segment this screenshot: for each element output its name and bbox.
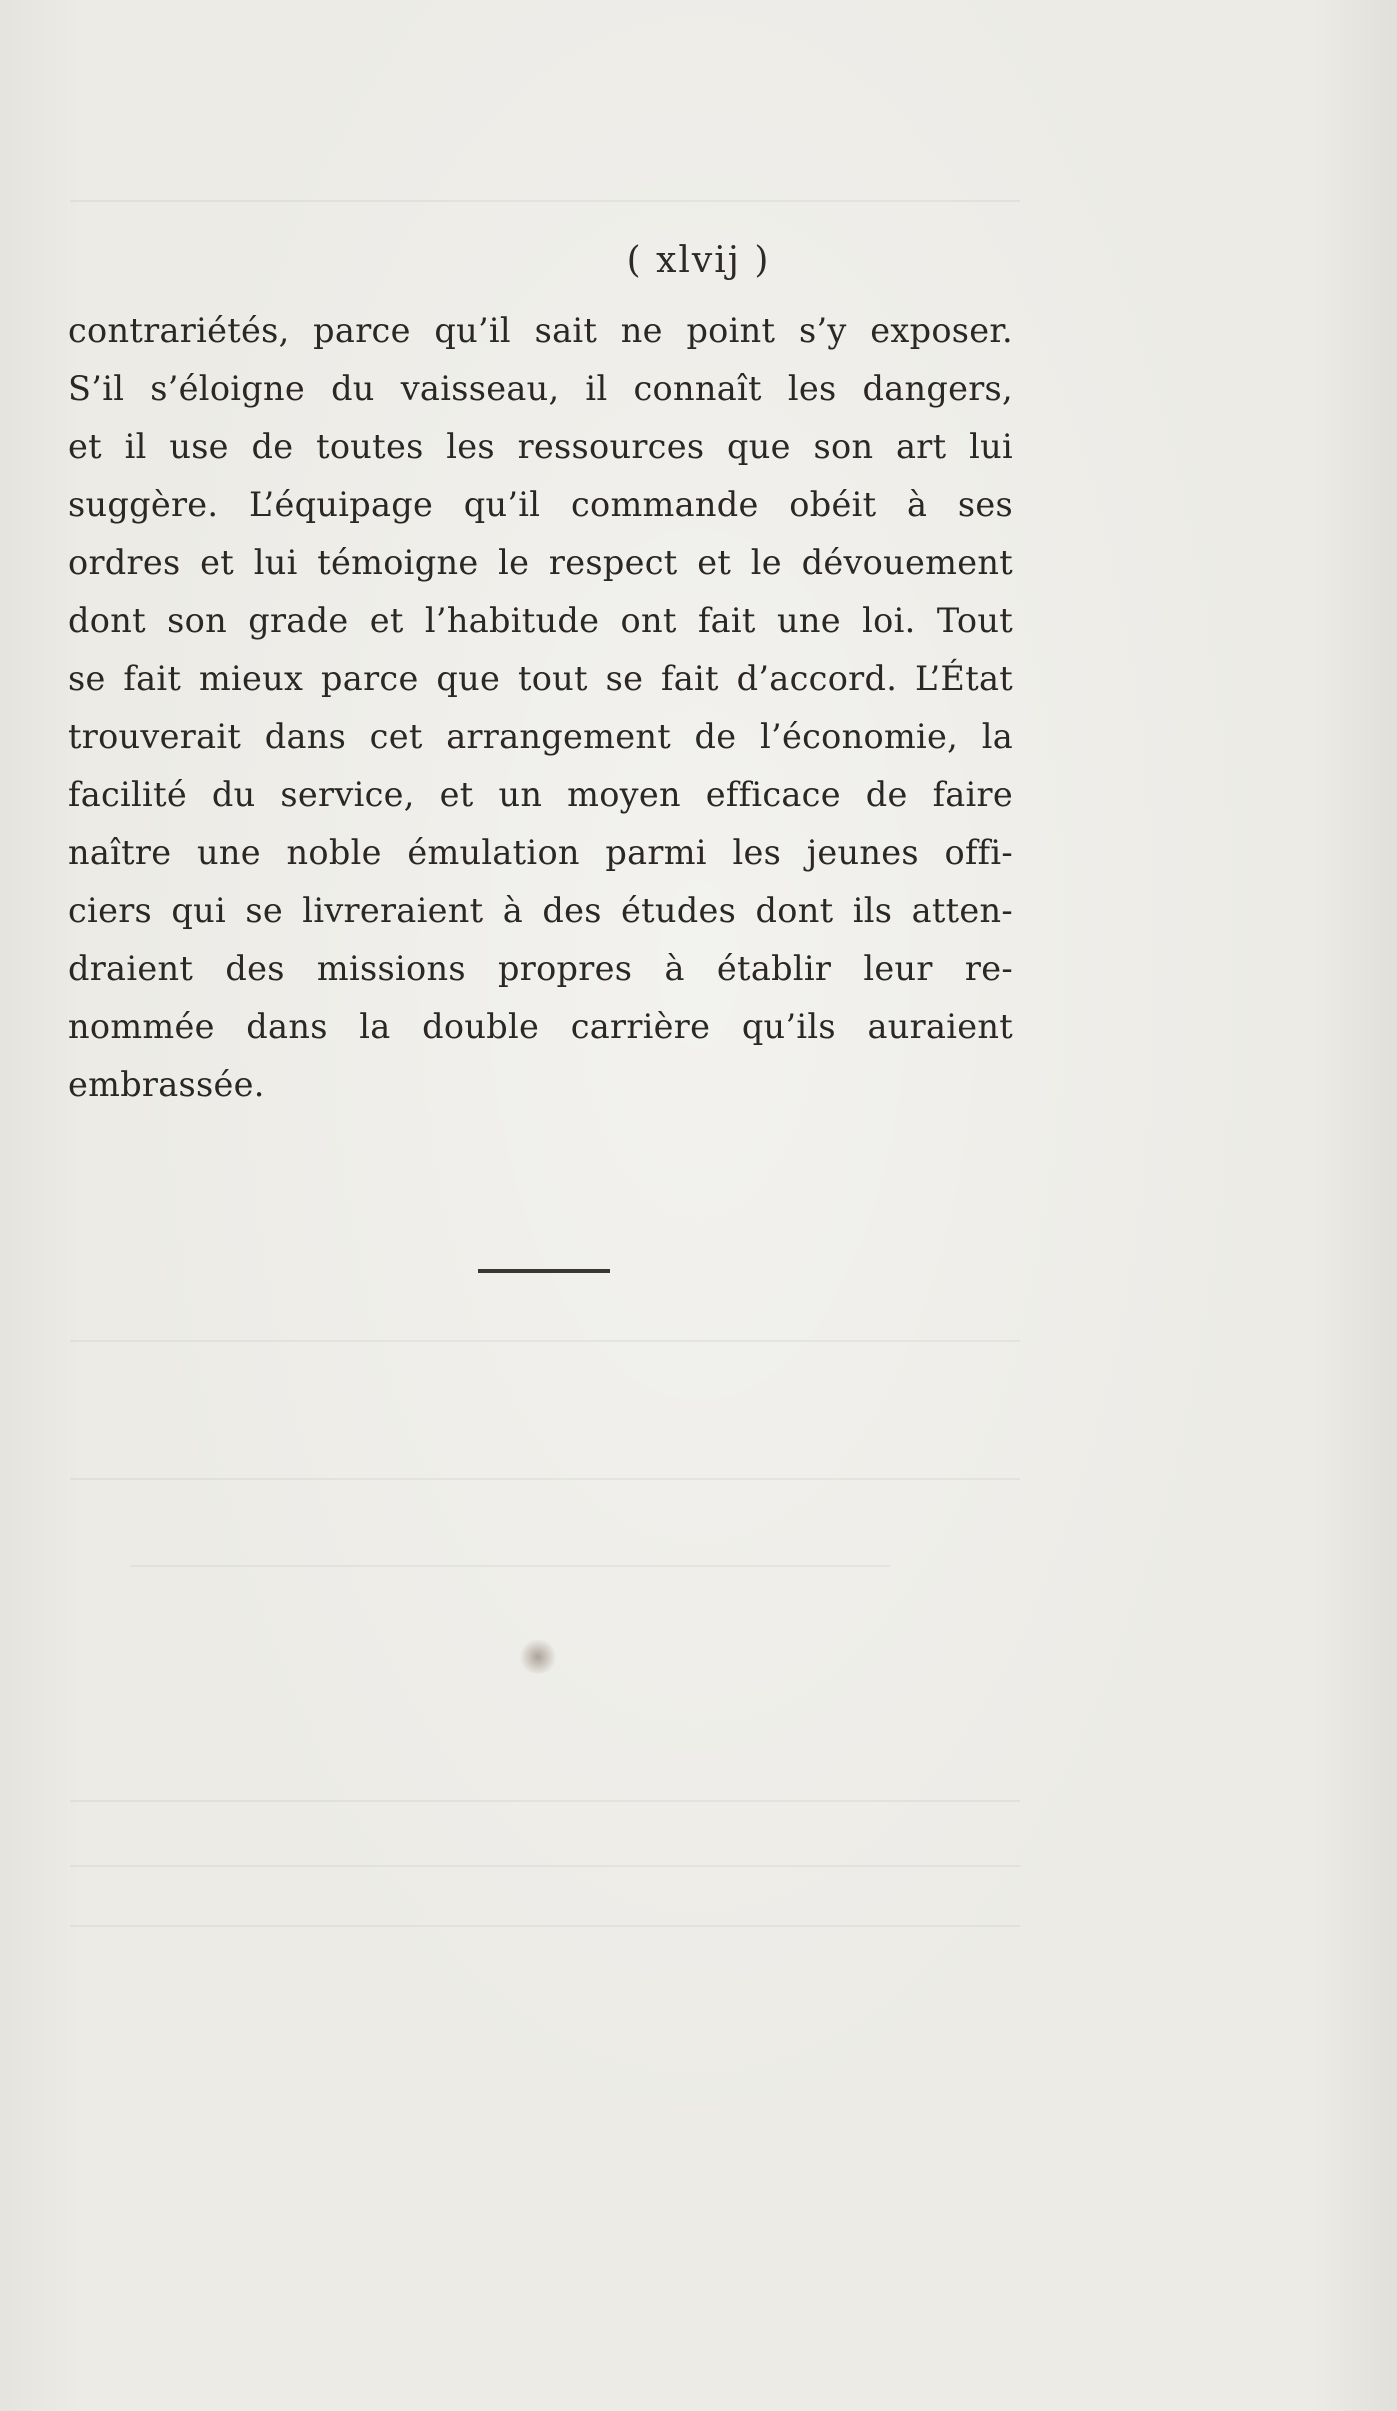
text-line: nommée dans la double carrière qu’ils auraient xyxy=(68,1007,1013,1046)
show-through-line xyxy=(70,1340,1020,1342)
text-line: facilité du service, et un moyen efficace de faire xyxy=(68,775,1013,814)
text-line: naître une noble émulation parmi les jeunes offi- xyxy=(68,833,1013,872)
text-line: contrariétés, parce qu’il sait ne point s’y exposer. xyxy=(68,311,1013,350)
show-through-line xyxy=(130,1565,890,1567)
text-line: S’il s’éloigne du vaisseau, il connaît les dangers, xyxy=(68,369,1013,408)
text-line: dont son grade et l’habitude ont fait une loi. Tout xyxy=(68,601,1013,640)
page-number-header: ( xlvij ) xyxy=(626,240,771,281)
show-through-line xyxy=(70,1925,1020,1927)
text-line: et il use de toutes les ressources que son art lui xyxy=(68,427,1013,466)
text-line: trouverait dans cet arrangement de l’économie, la xyxy=(68,717,1013,756)
show-through-line xyxy=(70,1865,1020,1867)
text-line: embrassée. xyxy=(68,1065,265,1104)
text-line: ciers qui se livreraient à des études dont ils atten- xyxy=(68,891,1013,930)
text-line: ordres et lui témoigne le respect et le dévouement xyxy=(68,543,1013,582)
show-through-line xyxy=(70,1478,1020,1480)
text-line: suggère. L’équipage qu’il commande obéit à ses xyxy=(68,485,1013,524)
show-through-line xyxy=(70,200,1020,202)
show-through-line xyxy=(70,1800,1020,1802)
text-line: se fait mieux parce que tout se fait d’accord. L’État xyxy=(68,659,1013,698)
text-line: draient des missions propres à établir leur re- xyxy=(68,949,1013,988)
section-divider-rule xyxy=(478,1269,610,1273)
ink-stain xyxy=(518,1640,558,1674)
body-paragraph xyxy=(68,302,1013,1114)
